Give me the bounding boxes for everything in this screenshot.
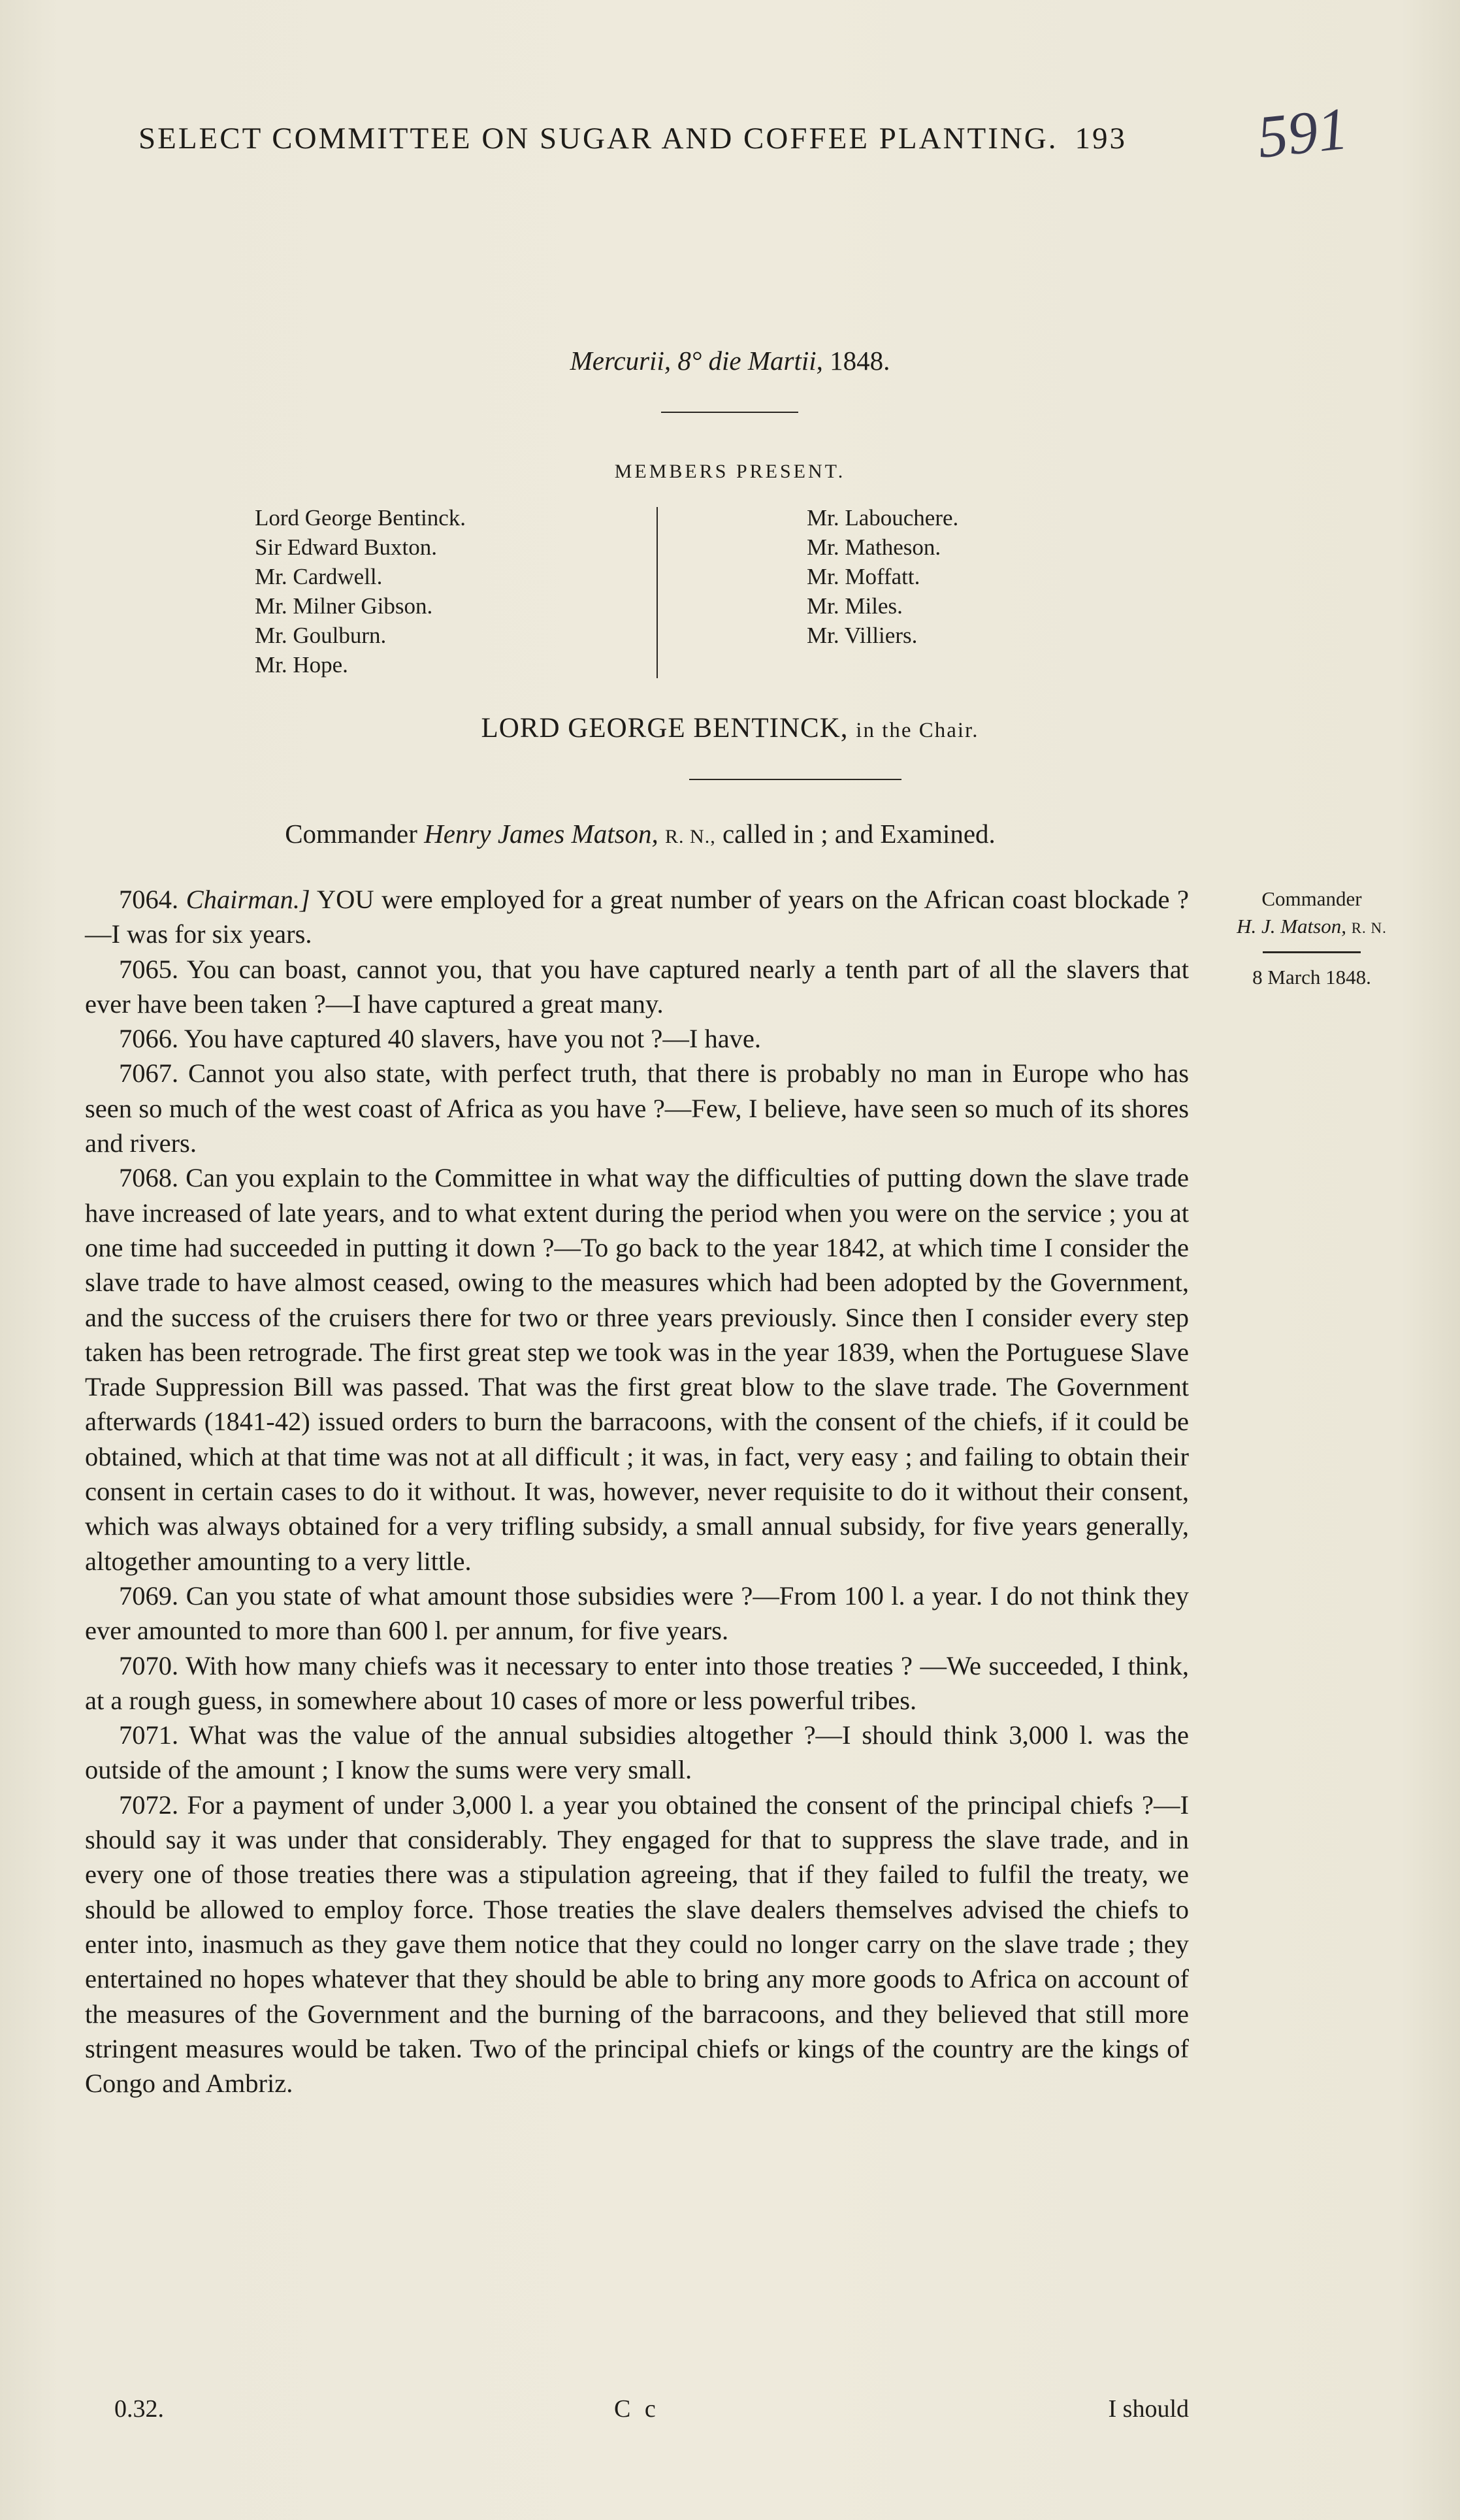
divider-rule xyxy=(689,779,901,780)
gathering-signature: C c xyxy=(614,2395,660,2423)
paragraph-text: You have captured 40 slavers, have you not ?—I have. xyxy=(184,1024,762,1054)
margin-name: H. J. Matson, xyxy=(1237,915,1346,938)
question-number: 7065. xyxy=(119,954,179,984)
member-name: Mr. Moffatt. xyxy=(807,564,920,589)
evidence-paragraph xyxy=(85,1788,1189,2101)
margin-postnominal: R. N. xyxy=(1351,920,1387,936)
member-name: Mr. Labouchere. xyxy=(807,505,959,531)
member-name: Mr. Goulburn. xyxy=(255,623,387,648)
witness-called: called in ; and Examined. xyxy=(722,819,996,849)
evidence-paragraph xyxy=(85,952,1189,1022)
paragraph-text: Can you state of what amount those subsidies were ?—From 100 l. a year. I do not think they ever amounted to more than 600 l. per annum, for five years. xyxy=(85,1580,1190,1646)
evidence-paragraph xyxy=(85,1056,1189,1160)
paragraph-text: You can boast, cannot you, that you have captured nearly a tenth part of all the slavers that ever have been taken ?—I have captured a great many. xyxy=(85,954,1190,1019)
members-heading: MEMBERS PRESENT. xyxy=(614,461,846,482)
printer-signature: 0.32. xyxy=(114,2395,164,2423)
page-footer xyxy=(85,2395,1189,2427)
evidence-paragraph xyxy=(85,1648,1189,1718)
question-number: 7071. xyxy=(119,1720,179,1750)
paragraph-text: What was the value of the annual subsidies altogether ?—I should think 3,000 l. was the outside of the amount ; I know the sums were very small. xyxy=(85,1720,1189,1785)
chair-name: LORD GEORGE BENTINCK, xyxy=(481,713,849,744)
sitting-date-text: 8° die Martii, xyxy=(677,346,823,376)
column-divider xyxy=(657,507,658,678)
catchword: I should xyxy=(1108,2395,1189,2423)
question-number: 7066. xyxy=(119,1024,179,1054)
members-column-right xyxy=(807,503,958,650)
running-title: SELECT COMMITTEE ON SUGAR AND COFFEE PLANTING. xyxy=(138,122,1058,155)
question-number: 7072. xyxy=(119,1790,179,1820)
evidence-body xyxy=(85,882,1189,2101)
margin-date: 8 March 1848. xyxy=(1252,966,1371,989)
member-name: Mr. Milner Gibson. xyxy=(255,593,433,619)
sitting-year: 1848. xyxy=(830,346,890,376)
members-column-left xyxy=(255,503,466,679)
speaker-label: Chairman.] xyxy=(186,885,310,914)
paragraph-text: Cannot you also state, with perfect truth, that there is probably no man in Europe who has seen so much of the west coast of Africa as you have ?—Few, I believe, have seen so much of its shores and rivers. xyxy=(85,1058,1190,1158)
witness-line xyxy=(0,818,1280,849)
page-number: 193 xyxy=(1075,122,1127,155)
witness-postnominal: R. N., xyxy=(665,826,716,847)
question-number: 7070. xyxy=(119,1650,179,1680)
member-name: Mr. Villiers. xyxy=(807,623,918,648)
handwritten-folio-number: 591 xyxy=(1254,95,1351,171)
paragraph-text: YOU were employed for a great number of years on the African coast blockade ?—I was for six years. xyxy=(85,885,1189,949)
sitting-day: Mercurii, xyxy=(570,346,672,376)
divider-rule xyxy=(661,412,798,413)
members-list xyxy=(255,503,1235,699)
member-name: Mr. Cardwell. xyxy=(255,564,383,589)
question-number: 7068. xyxy=(119,1163,179,1193)
paragraph-text: Can you explain to the Committee in what way the difficulties of putting down the slave trade have increased of late years, and to what extent during the period when you were on the service ; you at one time had succeeded in putting it down ?—To go back to the year 1842, at which time I consider the slave trade to have almost ceased, owing to the measures which had been adopted by the Government, and the success of the cruisers there for two or three years previously. Since then I consider every step taken has been retrograde. The first great step we took was in the year 1839, when the Portuguese Slave Trade Suppression Bill was passed. That was the first great blow to the slave trade. The Government afterwards (1841-42) issued orders to burn the barracoons, with the consent of the chiefs, if it could be obtained, which at that time was not at all difficult ; it was, in fact, very easy ; and failing to obtain their consent in certain cases to do it without. It was, however, never requisite to do it without their consent, which was always obtained for a very trifling subsidy, a small annual subsidy, for five years generally, altogether amounting to a very little. xyxy=(85,1163,1190,1576)
sitting-date xyxy=(0,345,1460,376)
chair-suffix: in the Chair. xyxy=(856,719,979,742)
paragraph-text: For a payment of under 3,000 l. a year you obtained the consent of the principal chiefs ?—I should say it was under that considerably. They engaged for that to suppress the slave trade, and in every one of those treaties there was a stipulation agreeing, that if they failed to fulfil the treaty, we should be allowed to employ force. Those treaties the slave dealers themselves advised the chiefs to enter into, inasmuch as they gave them notice that they could no longer carry on the slave trade ; they entertained no hopes whatever that they should be able to bring any more goods to Africa on account of the measures of the Government and the burning of the barracoons, and they believed that still more stringent measures would be taken. Two of the principal chiefs or kings of the country are the kings of Congo and Ambriz. xyxy=(85,1790,1189,2099)
member-name: Mr. Hope. xyxy=(255,652,348,678)
evidence-paragraph xyxy=(85,1718,1189,1788)
paragraph-text: With how many chiefs was it necessary to enter into those treaties ? —We succeeded, I think, at a rough guess, in somewhere about 10 cases of more or less powerful tribes. xyxy=(85,1650,1189,1715)
margin-rule xyxy=(1263,951,1361,953)
member-name: Sir Edward Buxton. xyxy=(255,534,438,560)
witness-rank: Commander xyxy=(285,819,417,849)
member-name: Mr. Miles. xyxy=(807,593,903,619)
evidence-paragraph xyxy=(85,1579,1189,1648)
witness-name: Henry James Matson, xyxy=(424,819,658,849)
chair-line xyxy=(0,712,1460,744)
member-name: Lord George Bentinck. xyxy=(255,505,466,531)
question-number: 7067. xyxy=(119,1058,179,1088)
evidence-paragraph xyxy=(85,882,1189,952)
member-name: Mr. Matheson. xyxy=(807,534,941,560)
evidence-paragraph xyxy=(85,1160,1189,1579)
running-head xyxy=(138,121,1262,156)
evidence-paragraph xyxy=(85,1021,1189,1056)
question-number: 7064. xyxy=(119,885,179,914)
margin-note xyxy=(1214,885,1410,991)
question-number: 7069. xyxy=(119,1580,179,1611)
margin-rank: Commander xyxy=(1261,887,1362,910)
